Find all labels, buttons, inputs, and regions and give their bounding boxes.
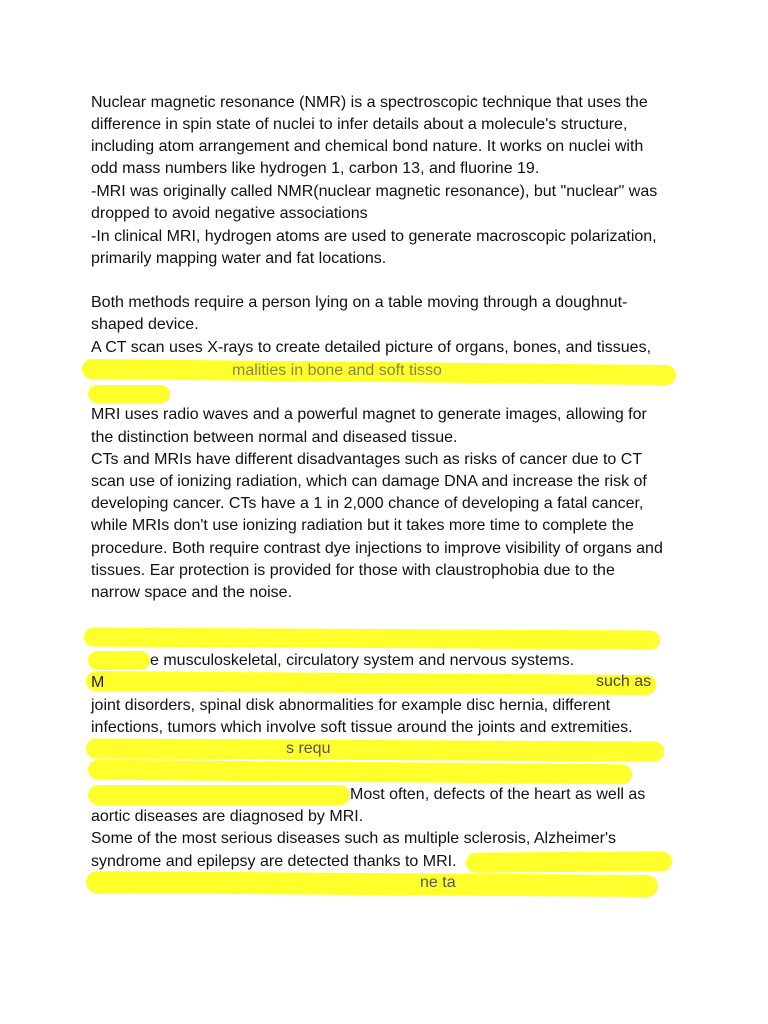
text-line: while MRIs don't use ionizing radiation but it takes more time to complete the [91,517,634,534]
text-line: syndrome and epilepsy are detected thanks to MRI. [91,853,457,870]
text-line: joint disorders, spinal disk abnormalities for example disc hernia, different [91,697,611,714]
text-line: the distinction between normal and diseased tissue. [91,429,458,446]
partial-text: M [91,674,105,691]
text-line: -In clinical MRI, hydrogen atoms are used to generate macroscopic polarization, [91,228,657,245]
highlight-stroke [86,738,664,761]
text-line: odd mass numbers like hydrogen 1, carbon 13, and fluorine 19. [91,160,540,177]
text-line: Some of the most serious diseases such as multiple sclerosis, Alzheimer's [91,830,617,847]
text-line: developing cancer. CTs have a 1 in 2,000 chance of developing a fatal cancer, [91,495,644,512]
text-line: CTs and MRIs have different disadvantages such as risks of cancer due to CT [91,451,643,468]
text-line: procedure. Both require contrast dye injections to improve visibility of organs and [91,540,663,557]
partial-text: ne ta [420,874,456,891]
text-line: MRI uses radio waves and a powerful magnet to generate images, allowing for [91,406,647,423]
partial-text: malities in bone and soft tisso [232,362,442,379]
partial-text: such as [596,673,652,690]
text-line: Most often, defects of the heart as well as [350,786,646,803]
text-line: Both methods require a person lying on a table moving through a doughnut- [91,294,628,311]
text-line: shaped device. [91,316,199,333]
text-line: Nuclear magnetic resonance (NMR) is a spectroscopic technique that uses the [91,94,648,111]
highlight-stroke [86,871,658,897]
text-line: including atom arrangement and chemical bond nature. It works on nuclei with [91,138,644,155]
text-line: aortic diseases are diagnosed by MRI. [91,808,364,825]
highlight-stroke [88,760,632,785]
text-line: scan use of ionizing radiation, which can damage DNA and increase the risk of [91,473,647,490]
text-line: infections, tumors which involve soft tissue around the joints and extremities. [91,719,633,736]
text-line: primarily mapping water and fat locations. [91,250,387,267]
text-line: tissues. Ear protection is provided for those with claustrophobia due to the [91,562,615,579]
partial-text: s requ [286,740,331,757]
highlight-stroke [86,671,656,695]
text-line: A CT scan uses X-rays to create detailed picture of organs, bones, and tissues, [91,339,652,356]
highlight-stroke [88,651,150,670]
text-line: -MRI was originally called NMR(nuclear magnetic resonance), but "nuclear" was [91,183,658,200]
text-line: difference in spin state of nuclei to infer details about a molecule's structure, [91,116,628,133]
highlight-stroke [466,851,672,872]
highlight-stroke [88,785,350,805]
text-line: narrow space and the noise. [91,584,293,601]
text-line: e musculoskeletal, circulatory system and nervous systems. [150,652,575,669]
highlight-stroke [84,627,660,649]
highlight-stroke [88,385,170,403]
text-line: dropped to avoid negative associations [91,205,368,222]
